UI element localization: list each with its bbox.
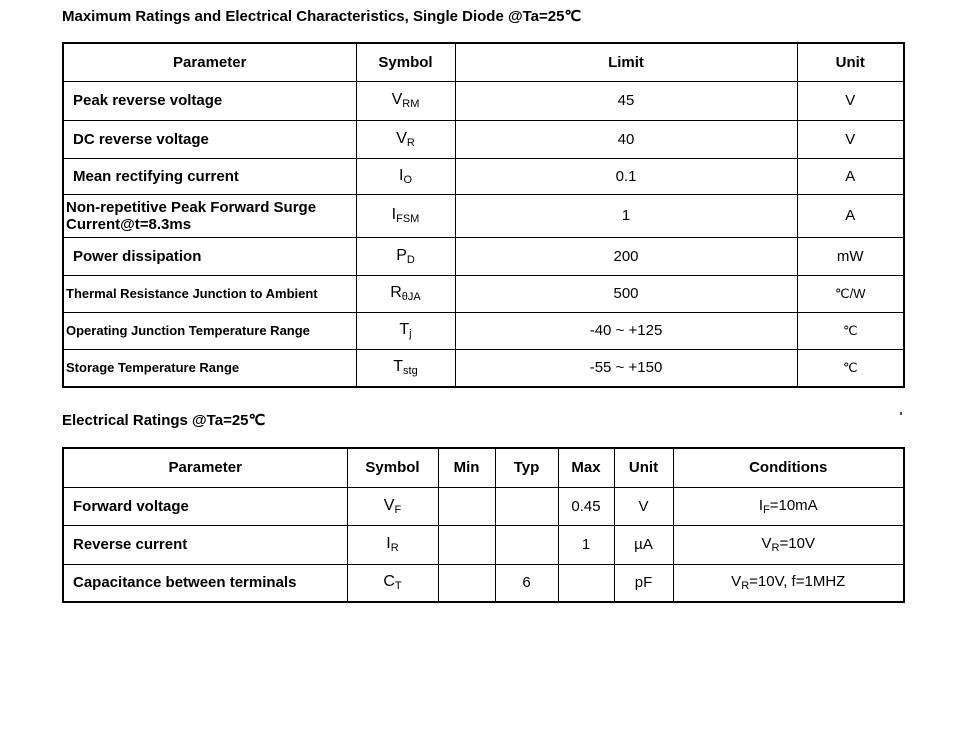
col-header-limit: Limit	[455, 43, 797, 81]
table-row	[63, 237, 904, 275]
parameter-cell: Operating Junction Temperature Range	[63, 312, 356, 349]
col-header-conditions: Conditions	[673, 448, 904, 487]
col-header-unit: Unit	[797, 43, 904, 81]
min-cell	[438, 487, 495, 525]
conditions-cell	[673, 487, 904, 525]
parameter-cell: Mean rectifying current	[63, 158, 356, 194]
symbol-base: R	[390, 284, 402, 301]
symbol-cell	[347, 525, 438, 564]
conditions-cell	[673, 525, 904, 564]
condition-rest: =10mA	[769, 496, 818, 514]
symbol-base: P	[396, 246, 407, 264]
unit-cell: V	[797, 81, 904, 120]
symbol-base: T	[399, 321, 410, 338]
table-row	[63, 487, 904, 525]
symbol-cell	[356, 275, 455, 312]
condition-subscript: R	[741, 580, 750, 593]
parameter-cell: Forward voltage	[63, 487, 347, 525]
unit-cell: µA	[614, 525, 673, 564]
table-row	[63, 158, 904, 194]
table-header-row	[63, 448, 904, 487]
condition-subscript: R	[771, 542, 780, 554]
symbol-base: V	[396, 129, 407, 147]
parameter-cell: Peak reverse voltage	[63, 81, 356, 120]
symbol-cell	[356, 158, 455, 194]
parameter-cell: DC reverse voltage	[63, 120, 356, 158]
limit-cell: 500	[455, 275, 797, 312]
parameter-cell: Thermal Resistance Junction to Ambient	[63, 275, 356, 312]
unit-cell: ℃	[797, 312, 904, 349]
symbol-subscript: T	[394, 580, 402, 593]
table-row	[63, 312, 904, 349]
typ-cell: 6	[495, 564, 558, 602]
parameter-cell: Capacitance between terminals	[63, 564, 347, 602]
symbol-cell	[356, 349, 455, 387]
table-row	[63, 275, 904, 312]
col-header-typ: Typ	[495, 448, 558, 487]
condition-base: I	[758, 496, 763, 514]
symbol-subscript: R	[390, 542, 399, 554]
parameter-cell: Power dissipation	[63, 237, 356, 275]
condition-rest: =10V, f=1MHZ	[749, 573, 846, 591]
min-cell	[438, 525, 495, 564]
parameter-cell: Storage Temperature Range	[63, 349, 356, 387]
symbol-cell	[356, 81, 455, 120]
unit-cell: V	[797, 120, 904, 158]
limit-cell: 200	[455, 237, 797, 275]
col-header-parameter: Parameter	[63, 43, 356, 81]
symbol-cell	[356, 194, 455, 237]
symbol-base: I	[391, 206, 397, 223]
col-header-symbol: Symbol	[356, 43, 455, 81]
condition-subscript: F	[762, 503, 770, 516]
condition-rest: =10V	[779, 535, 815, 552]
table-row	[63, 564, 904, 602]
unit-cell: A	[797, 158, 904, 194]
limit-cell: -55 ~ +150	[455, 349, 797, 387]
table-row	[63, 120, 904, 158]
symbol-base: I	[398, 166, 404, 184]
limit-cell: -40 ~ +125	[455, 312, 797, 349]
table-header-row	[63, 43, 904, 81]
parameter-cell: Non-repetitive Peak Forward Surge Current@t=8.3ms	[63, 194, 356, 237]
max-ratings-title: Maximum Ratings and Electrical Characteristics, Single Diode @Ta=25℃	[62, 8, 582, 25]
stray-dot-mark	[900, 412, 902, 415]
symbol-base: V	[383, 496, 395, 514]
limit-cell: 45	[455, 81, 797, 120]
limit-cell: 40	[455, 120, 797, 158]
conditions-cell	[673, 564, 904, 602]
col-header-symbol: Symbol	[347, 448, 438, 487]
unit-cell: V	[614, 487, 673, 525]
max-cell	[558, 564, 614, 602]
unit-cell: ℃/W	[797, 275, 904, 312]
col-header-parameter: Parameter	[63, 448, 347, 487]
symbol-subscript: R	[406, 136, 415, 149]
condition-base: V	[761, 535, 772, 552]
table-row	[63, 349, 904, 387]
symbol-base: T	[393, 358, 404, 376]
symbol-base: C	[383, 573, 395, 591]
symbol-subscript: F	[394, 503, 402, 516]
electrical-ratings-title: Electrical Ratings @Ta=25℃	[62, 412, 266, 429]
min-cell	[438, 564, 495, 602]
condition-base: V	[731, 573, 742, 591]
table-row	[63, 194, 904, 237]
symbol-cell	[356, 237, 455, 275]
unit-cell: mW	[797, 237, 904, 275]
symbol-subscript: stg	[403, 365, 418, 378]
symbol-subscript: θJA	[401, 291, 421, 303]
table-row	[63, 81, 904, 120]
unit-cell: pF	[614, 564, 673, 602]
unit-cell: A	[797, 194, 904, 237]
max-cell: 1	[558, 525, 614, 564]
symbol-cell	[347, 487, 438, 525]
limit-cell: 0.1	[455, 158, 797, 194]
table-row	[63, 525, 904, 564]
limit-cell: 1	[455, 194, 797, 237]
symbol-subscript: D	[406, 253, 415, 266]
col-header-max: Max	[558, 448, 614, 487]
symbol-subscript: O	[403, 173, 412, 186]
parameter-cell: Reverse current	[63, 525, 347, 564]
max-ratings-table	[62, 42, 905, 388]
typ-cell	[495, 487, 558, 525]
symbol-subscript: FSM	[396, 213, 420, 225]
max-cell: 0.45	[558, 487, 614, 525]
electrical-ratings-table	[62, 447, 905, 603]
symbol-cell	[356, 120, 455, 158]
symbol-base: V	[391, 91, 403, 108]
col-header-unit: Unit	[614, 448, 673, 487]
symbol-base: I	[386, 535, 391, 552]
symbol-cell	[347, 564, 438, 602]
unit-cell: ℃	[797, 349, 904, 387]
symbol-cell	[356, 312, 455, 349]
typ-cell	[495, 525, 558, 564]
symbol-subscript: j	[409, 328, 412, 340]
col-header-min: Min	[438, 448, 495, 487]
symbol-subscript: RM	[402, 98, 420, 110]
